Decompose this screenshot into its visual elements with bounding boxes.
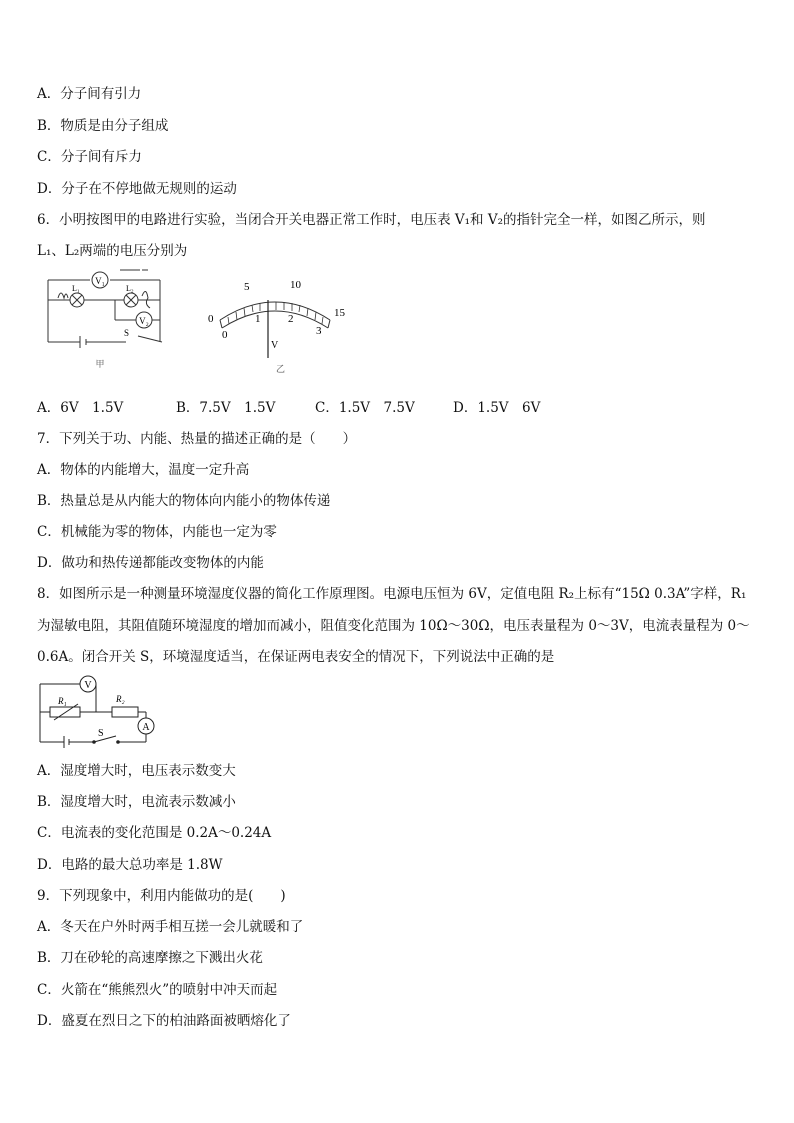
q9-option-c: C．火箭在“熊熊烈火”的喷射中冲天而起 — [37, 982, 278, 998]
q6-option-c: C．1.5V 7.5V — [315, 400, 415, 416]
q5-option-a: A．分子间有引力 — [37, 86, 142, 102]
q5-option-c: C．分子间有斥力 — [37, 149, 142, 165]
q7-option-b: B．热量总是从内能大的物体向内能小的物体传递 — [37, 493, 331, 509]
q8-stem-line2: 为湿敏电阻，其阻值随环境湿度的增加而减小，阻值变化范围为 10Ω～30Ω，电压表量程为 0～3V，电流表量程为 0～ — [37, 618, 750, 634]
q6-circuit-switch-label: S — [124, 328, 130, 338]
q8-switch-label: S — [98, 728, 104, 739]
voltmeter-scale-bottom-0: 0 — [222, 329, 228, 341]
q8-r1-label: R₁ — [58, 696, 67, 706]
q6-circuit-v1-label: V₁ — [95, 276, 105, 286]
q6-circuit-figure — [40, 262, 175, 377]
q8-voltmeter-label: V — [84, 680, 92, 691]
q6-option-d: D．1.5V 6V — [453, 400, 541, 416]
q6-option-a: A．6V 1.5V — [37, 400, 124, 416]
q8-option-c: C．电流表的变化范围是 0.2A～0.24A — [37, 825, 272, 841]
q8-r2-label: R₂ — [116, 694, 125, 704]
q6-stem-line1: 6．小明按图甲的电路进行实验，当闭合开关电器正常工作时，电压表 V₁和 V₂的指针完全一样，如图乙所示，则 — [37, 212, 706, 228]
voltmeter-scale-bottom-3: 3 — [316, 325, 322, 337]
q6-circuit-l1-label: L₁ — [72, 284, 80, 293]
q6-circuit-l2-label: L₂ — [126, 284, 134, 293]
q6-figure-jia-caption: 甲 — [95, 359, 105, 369]
q7-option-a: A．物体的内能增大，温度一定升高 — [37, 462, 250, 478]
q8-option-d: D．电路的最大总功率是 1.8W — [37, 857, 223, 873]
voltmeter-scale-bottom-2: 2 — [288, 313, 294, 325]
q9-option-d: D．盛夏在烈日之下的柏油路面被晒熔化了 — [37, 1013, 291, 1029]
q6-option-b: B．7.5V 1.5V — [176, 400, 276, 416]
voltmeter-scale-top-15: 15 — [334, 307, 345, 319]
q8-option-a: A．湿度增大时，电压表示数变大 — [37, 763, 236, 779]
q8-stem-line3: 0.6A。闭合开关 S，环境湿度适当，在保证两电表安全的情况下，下列说法中正确的是 — [37, 649, 555, 665]
q7-stem: 7．下列关于功、内能、热量的描述正确的是（ ） — [37, 431, 357, 447]
q6-stem-line2: L₁、L₂两端的电压分别为 — [37, 243, 188, 259]
q7-option-c: C．机械能为零的物体，内能也一定为零 — [37, 524, 277, 540]
q9-stem: 9．下列现象中，利用内能做功的是( ) — [37, 888, 286, 904]
q7-option-d: D．做功和热传递都能改变物体的内能 — [37, 555, 264, 571]
q6-circuit-v2-label: V₂ — [139, 316, 149, 326]
q8-option-b: B．湿度增大时，电流表示数减小 — [37, 794, 236, 810]
q8-stem-line1: 8．如图所示是一种测量环境湿度仪器的简化工作原理图。电源电压恒为 6V，定值电阻 R₂上标有“15Ω 0.3A”字样，R₁ — [37, 586, 747, 602]
voltmeter-scale-top-10: 10 — [290, 279, 301, 291]
q9-option-a: A．冬天在户外时两手相互搓一会儿就暖和了 — [37, 919, 304, 935]
q8-ammeter-label: A — [142, 722, 150, 733]
voltmeter-scale-top-0: 0 — [208, 313, 214, 325]
voltmeter-scale-top-5: 5 — [244, 281, 250, 293]
voltmeter-unit-label: V — [271, 340, 279, 351]
voltmeter-scale-bottom-1: 1 — [255, 313, 261, 325]
q5-option-d: D．分子在不停地做无规则的运动 — [37, 181, 237, 197]
q6-voltmeter-figure — [200, 276, 360, 376]
q8-circuit-figure — [36, 674, 161, 750]
q5-option-b: B．物质是由分子组成 — [37, 118, 169, 134]
q6-figure-yi-caption: 乙 — [276, 364, 286, 374]
q9-option-b: B．刀在砂轮的高速摩擦之下溅出火花 — [37, 950, 263, 966]
